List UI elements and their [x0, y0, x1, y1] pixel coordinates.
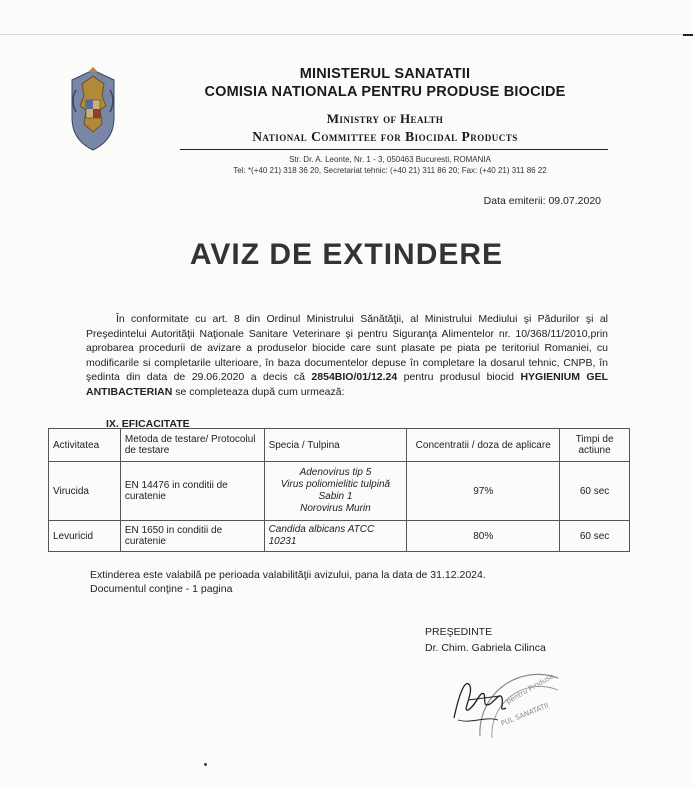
address-line: Str. Dr. A. Leonte, Nr. 1 - 3, 050463 Bucuresti, ROMANIA: [289, 155, 491, 164]
cell-activity: Virucida: [49, 462, 121, 521]
body-text-part3: se completeaza după cum urmează:: [172, 385, 345, 398]
header-method: Metoda de testare/ Protocolul de testare: [120, 429, 264, 462]
signatory-name: Dr. Chim. Gabriela Cilinca: [425, 642, 546, 654]
header-species: Specia / Tulpina: [264, 429, 407, 462]
cell-method: EN 1650 in conditii de curatenie: [120, 521, 264, 552]
species-item: Candida albicans ATCC 10231: [268, 524, 375, 547]
header-concentration: Concentratii / doza de aplicare: [407, 429, 560, 462]
document-title: AVIZ DE EXTINDERE: [189, 238, 504, 271]
cell-time: 60 sec: [560, 462, 630, 521]
cell-time: 60 sec: [560, 521, 630, 552]
cell-concentration: 97%: [407, 462, 560, 521]
registration-number: 2854BIO/01/12.24: [311, 371, 398, 384]
header-divider: [180, 149, 608, 150]
body-paragraph: [86, 312, 608, 400]
body-text-part1: În conformitate cu art. 8 din Ordinul Ministrului Sănătăţii, al Ministrului Mediului şi Pădurilor şi al Preşedintelui Autorităţii Naţionale Sanitare Veterinare şi pentru Siguranţa Alimentelor nr. 10/368/11/2010,prin aprobarea procedurii de avizare a produselor biocide care sunt plasate pe piata pe teritoriul Romaniei, cu modificarile si completarile ulterioare, în baza documentelor depuse în completare la dosarul tehnic, CNPB, în şedinta din data de 29.06.2020 a decis că: [86, 313, 608, 384]
cell-activity: Levuricid: [49, 521, 121, 552]
scan-speck: [204, 763, 207, 766]
validity-note: Extinderea este valabilă pe perioada valabilităţii avizului, pana la data de 31.12.2024.: [90, 569, 486, 581]
section-title: IX. EFICACITATE: [106, 418, 190, 430]
body-text-part2: pentru produsul biocid: [397, 371, 521, 384]
species-item: Virus poliomielitic tulpină Sabin 1: [280, 479, 391, 502]
table-row: [49, 521, 630, 552]
contact-line: Tel: *(+40 21) 318 36 20, Secretariat tehnic: (+40 21) 311 86 20; Fax: (+40 21) 311 86 22: [233, 166, 547, 175]
product-name: HYGIENIUM GEL ANTIBACTERIAN: [86, 371, 608, 398]
cell-species: [264, 462, 407, 521]
species-item: Adenovirus tip 5: [299, 467, 372, 478]
issue-date: Data emiterii: 09.07.2020: [483, 195, 601, 207]
cell-concentration: 80%: [407, 521, 560, 552]
signature-stamp-icon: [440, 660, 590, 740]
cell-method: EN 14476 in conditii de curatenie: [120, 462, 264, 521]
svg-text:PUL SANATATII: PUL SANATATII: [499, 701, 550, 728]
cell-species: [264, 521, 407, 552]
page-count-note: Documentul conţine - 1 pagina: [90, 583, 233, 595]
footer-text: [90, 568, 486, 596]
signatory-role: PREŞEDINTE: [425, 626, 493, 638]
scan-corner-mark: [683, 34, 693, 36]
commission-name-ro: COMISIA NATIONALA PENTRU PRODUSE BIOCIDE: [204, 84, 566, 100]
header-time: Timpi de actiune: [560, 429, 630, 462]
ministry-name-ro: MINISTERUL SANATATII: [299, 66, 471, 82]
header-activity: Activitatea: [49, 429, 121, 462]
efficacy-table: [48, 428, 630, 552]
scan-top-edge: [0, 34, 693, 35]
svg-text:pentru Produse: pentru Produse: [505, 672, 556, 706]
table-header-row: [49, 429, 630, 462]
commission-name-en: National Committee for Biocidal Products: [252, 129, 518, 144]
table-row: [49, 462, 630, 521]
species-item: Norovirus Murin: [300, 503, 371, 514]
ministry-name-en: Ministry of Health: [326, 111, 444, 126]
romania-coat-of-arms-icon: [64, 66, 122, 152]
